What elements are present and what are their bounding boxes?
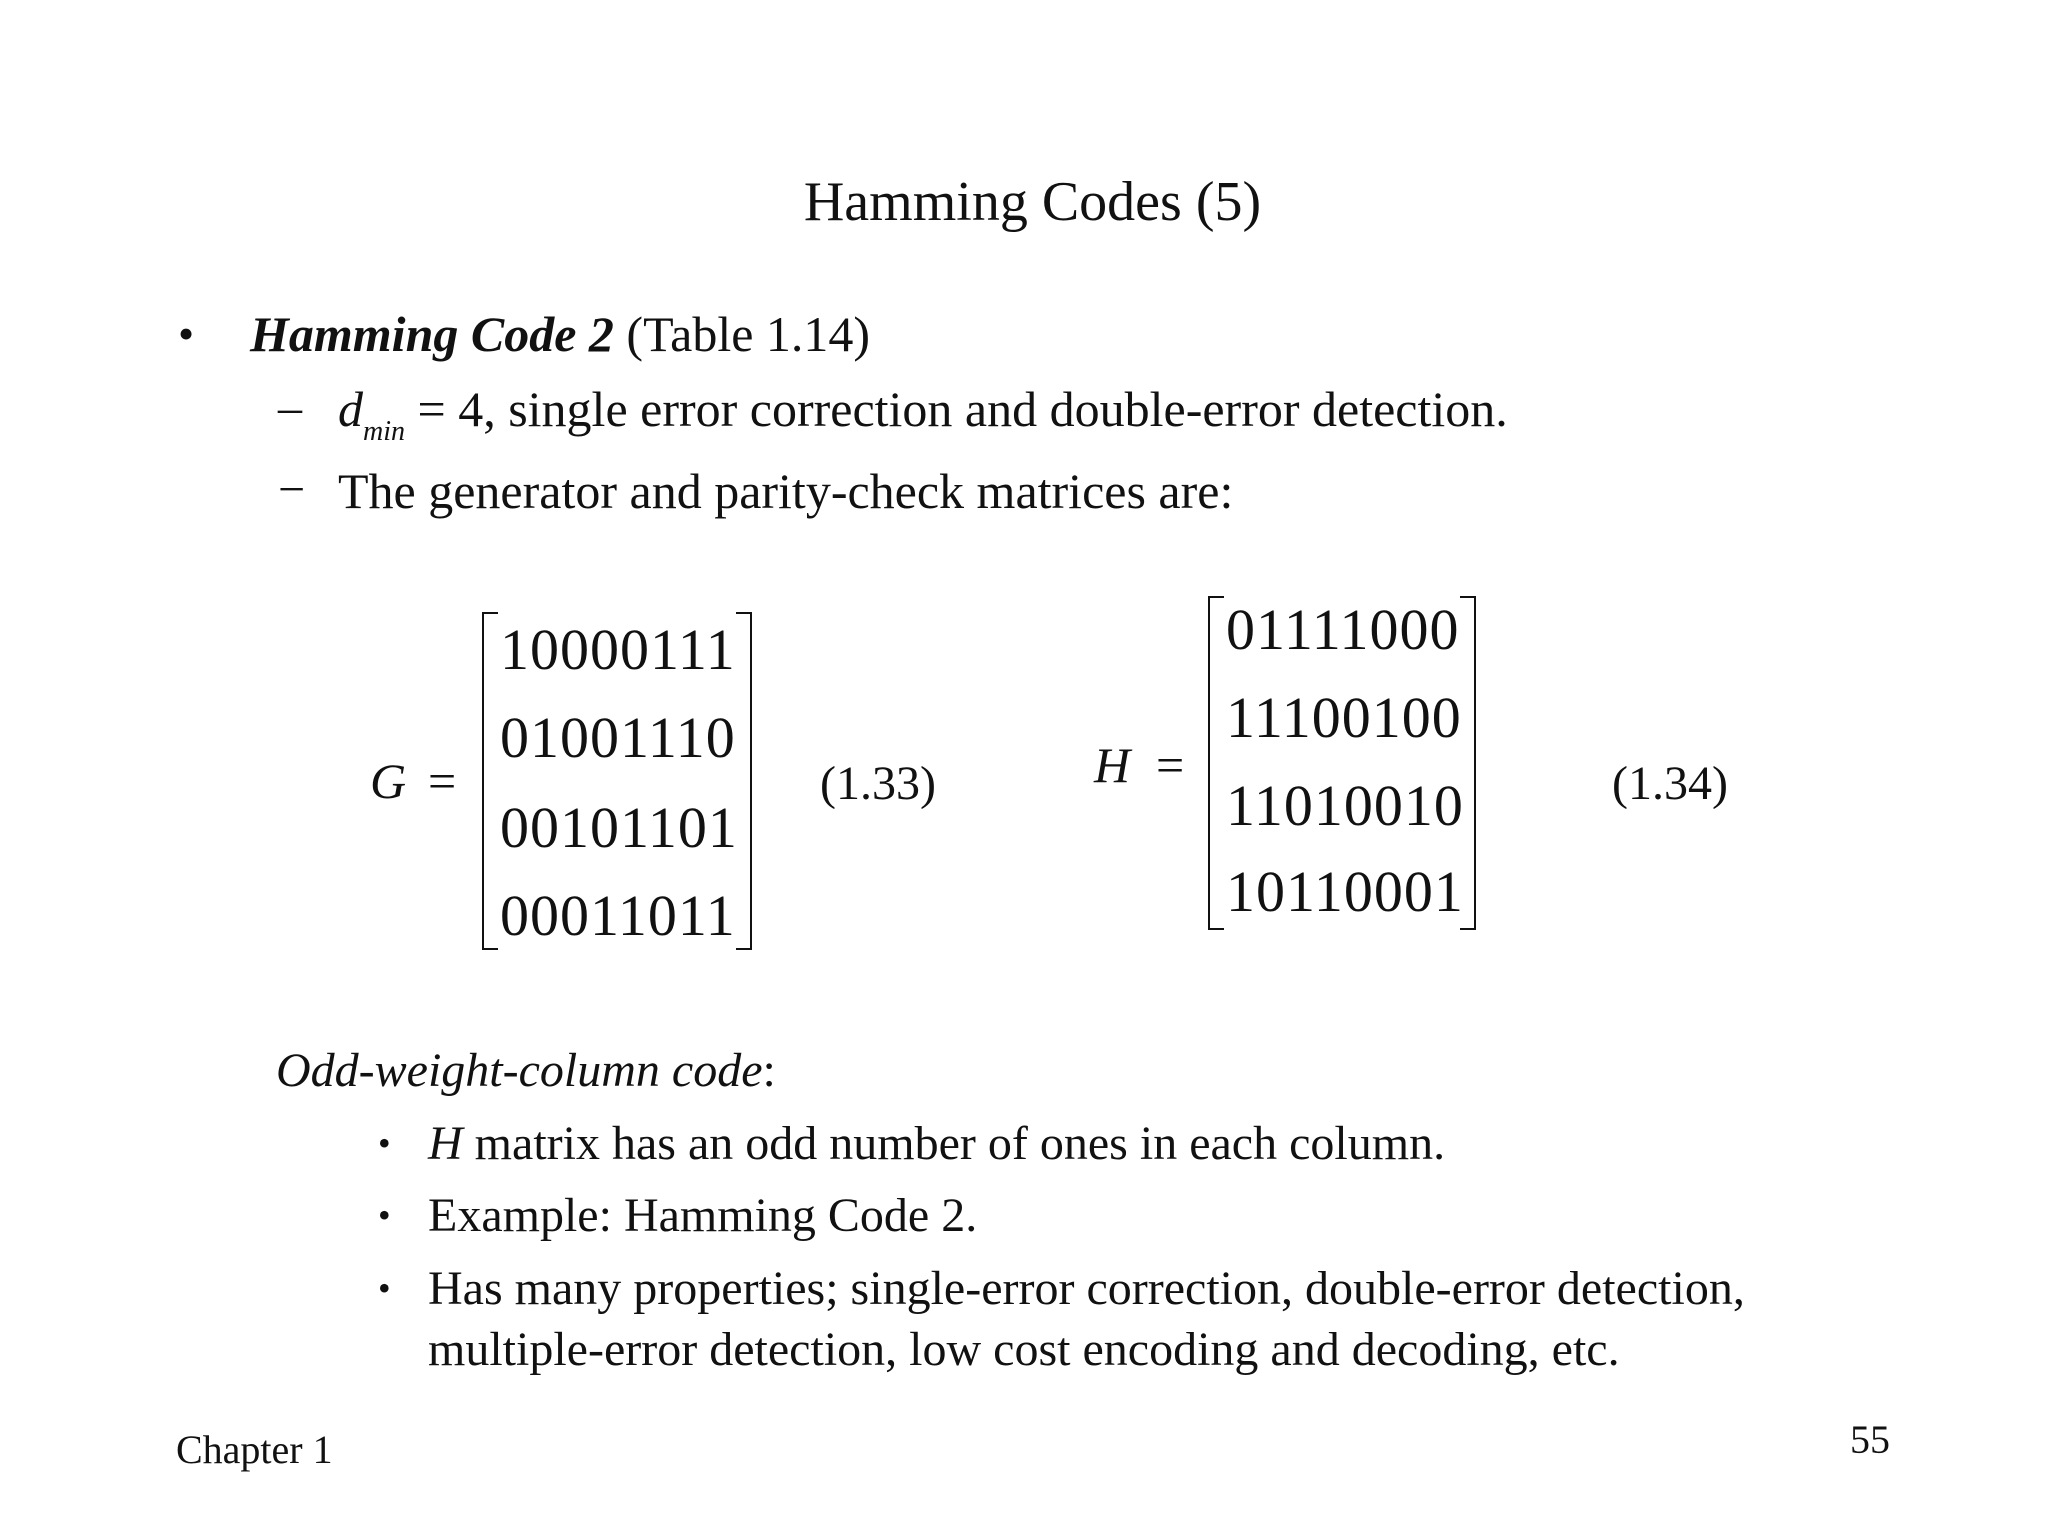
sub-dash: −: [278, 463, 306, 516]
matrix-g-equals: =: [428, 753, 457, 809]
matrix-h-row: 01111000: [1226, 597, 1460, 662]
bullet-rest: (Table 1.14): [613, 306, 871, 362]
sub-item-dmin: [338, 380, 1508, 448]
matrix-g-row: 10000111: [500, 617, 736, 682]
bullet-marker: •: [178, 308, 195, 359]
list-bullet: •: [378, 1123, 391, 1163]
equation-number-1-33: (1.33): [820, 757, 936, 810]
list-item: Has many properties; single-error correction, double-error detection,: [428, 1262, 1745, 1315]
matrix-h-equals: =: [1156, 737, 1185, 793]
sub-item-matrices: The generator and parity-check matrices are:: [338, 463, 1234, 519]
dmin-variable: d: [338, 381, 363, 437]
matrix-g-row: 00101101: [500, 795, 738, 860]
list-bullet: •: [378, 1195, 391, 1235]
matrix-h-row: 11010010: [1226, 773, 1464, 838]
list-item: H matrix has an odd number of ones in each column.: [428, 1117, 1446, 1170]
bullet-emphasis: Hamming Code 2: [250, 306, 614, 362]
list-bullet: •: [378, 1268, 391, 1308]
equation-number-1-34: (1.34): [1612, 757, 1728, 810]
odd-weight-heading: Odd-weight-column code:: [276, 1044, 776, 1097]
dmin-text: = 4, single error correction and double-error detection.: [405, 381, 1508, 437]
matrix-g-label: G: [370, 753, 407, 809]
bullet-hamming-code-2: [250, 305, 870, 363]
matrix-h-row: 10110001: [1226, 859, 1464, 924]
page-number: 55: [1850, 1417, 1890, 1462]
odd-weight-emphasis: Odd-weight-column code: [276, 1044, 763, 1097]
sub-dash: –: [278, 381, 302, 434]
dmin-subscript: min: [363, 416, 405, 447]
h-variable: H: [428, 1117, 463, 1170]
matrix-h-row: 11100100: [1226, 685, 1462, 750]
matrix-h-brackets: [1208, 596, 1476, 930]
matrix-g-row: 00011011: [500, 883, 736, 948]
matrix-g-row: 01001110: [500, 705, 736, 770]
list-item: Example: Hamming Code 2.: [428, 1189, 978, 1242]
footer-chapter: Chapter 1: [176, 1427, 333, 1472]
list-item-continuation: multiple-error detection, low cost encoding and decoding, etc.: [428, 1323, 1620, 1376]
slide-title: Hamming Codes (5): [803, 171, 1262, 233]
matrix-h-label: H: [1094, 737, 1131, 793]
matrix-g-brackets: [482, 612, 752, 950]
